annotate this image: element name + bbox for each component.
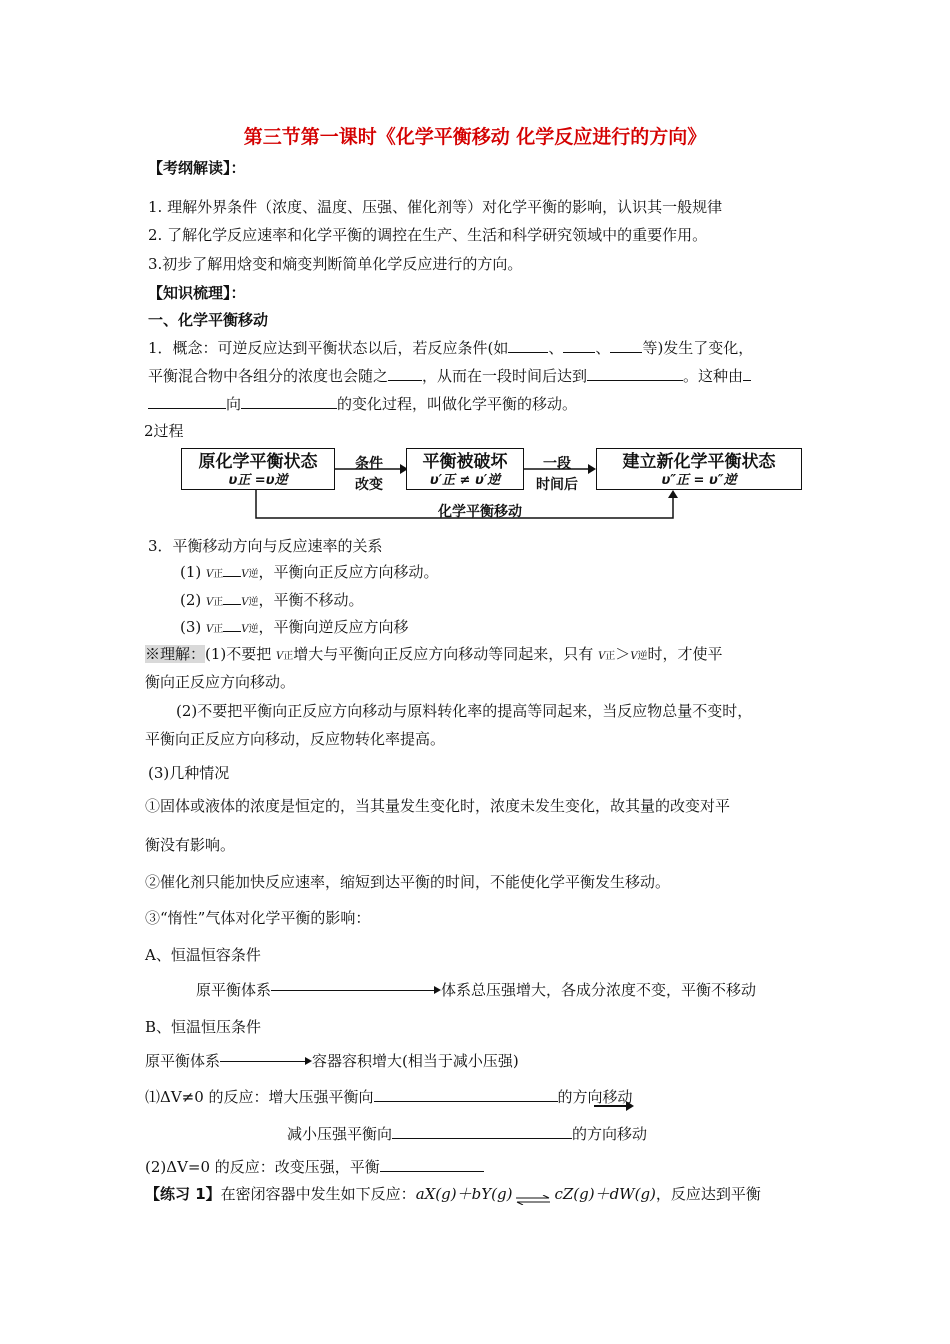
- box-rate-relation: υ正 =υ逆: [228, 473, 288, 488]
- delta-v-line-1: [145, 1087, 633, 1107]
- separator: 、: [595, 339, 611, 357]
- fill-blank[interactable]: [223, 617, 241, 632]
- v-symbol: V: [206, 597, 214, 608]
- v-symbol: V: [598, 651, 606, 662]
- relation-result: ，平衡向正反应方向移动。: [258, 563, 439, 581]
- box-rate-relation: υ″正 = υ″逆: [661, 473, 737, 488]
- equation-right: cZ(g)＋dW(g): [554, 1185, 656, 1203]
- exercise-1: [145, 1184, 761, 1204]
- v-symbol: V: [241, 597, 249, 608]
- box-title: 建立新化学平衡状态: [622, 452, 776, 472]
- relation-result: ，平衡不移动。: [258, 591, 364, 609]
- detail-text: 的方向移动: [572, 1125, 648, 1143]
- long-arrow: [220, 1061, 306, 1063]
- bottom-arrow-label: 化学平衡移动: [438, 504, 522, 520]
- case-2: ②催化剂只能加快反应速率，缩短到达平衡的时间，不能使化学平衡发生移动。: [145, 873, 671, 891]
- concept-text: ，从而在一段时间后达到: [422, 367, 588, 385]
- understanding-label: ※理解：: [145, 645, 206, 663]
- detail-text: (2)ΔV=0 的反应：改变压强，平衡: [145, 1158, 380, 1176]
- delta-v-line-3: [145, 1157, 484, 1177]
- fill-blank[interactable]: [392, 1124, 572, 1139]
- relation-number: (2): [180, 591, 202, 609]
- new-equilibrium-box: [596, 448, 802, 490]
- exercise-text: 在密闭容器中发生如下反应：: [220, 1185, 416, 1203]
- exam-point-1: 1. 理解外界条件（浓度、温度、压强、催化剂等）对化学平衡的影响，认识其一般规律: [148, 198, 723, 216]
- detail-text: 容器容积增大(相当于减小压强): [312, 1052, 519, 1070]
- relation-2: [180, 590, 364, 613]
- exam-point-2: 2. 了解化学反应速率和化学平衡的调控在生产、生活和科学研究领域中的重要作用。: [148, 226, 708, 244]
- v-symbol: V: [241, 624, 249, 635]
- fill-blank[interactable]: [380, 1157, 484, 1172]
- v-forward-sub: 正: [213, 569, 224, 580]
- understanding-2: (2)不要把平衡向正反应方向移动与原料转化率的提高等同起来，当反应物总量不变时，: [176, 702, 753, 720]
- v-symbol: V: [276, 651, 284, 662]
- relation-number: (3): [180, 618, 202, 636]
- arrow-head: [305, 1057, 312, 1065]
- fill-blank[interactable]: [223, 562, 241, 577]
- arrow-label-condition: 条件: [355, 456, 383, 472]
- v-reverse-sub: 逆: [637, 651, 648, 662]
- v-forward-sub: 正: [213, 624, 224, 635]
- arrow-head: [434, 986, 441, 994]
- v-reverse-sub: 逆: [248, 569, 259, 580]
- arrow-label-period: 一段: [543, 456, 571, 472]
- concept-text: 。这种由: [683, 367, 744, 385]
- v-forward-sub: 正: [283, 651, 294, 662]
- relation-number: (1): [180, 563, 202, 581]
- case-b: B、恒温恒压条件: [145, 1018, 262, 1036]
- case-1-cont: 衡没有影响。: [145, 836, 236, 854]
- understanding-1: [145, 644, 723, 667]
- relation-heading: 3．平衡移动方向与反应速率的关系: [148, 537, 383, 555]
- arrow-label-change: 改变: [355, 477, 383, 493]
- relation-result: ，平衡向逆反应方向移: [258, 618, 409, 636]
- equilibrium-arrow-icon: [516, 1195, 550, 1205]
- box-title: 原化学平衡状态: [198, 452, 318, 472]
- greater-than: ＞: [615, 645, 631, 663]
- case-3: ③“惰性”气体对化学平衡的影响：: [145, 909, 371, 927]
- detail-text: ⑴ΔV≠0 的反应：增大压强平衡向: [145, 1088, 374, 1106]
- delta-v-line-2: [287, 1124, 647, 1144]
- equilibrium-broken-box: [406, 448, 524, 490]
- original-equilibrium-box: [181, 448, 335, 490]
- understanding-2-cont: 平衡向正反应方向移动，反应物转化率提高。: [145, 730, 446, 748]
- case-b-detail: [145, 1051, 519, 1071]
- understanding-text: 增大与平衡向正反应方向移动等同起来，只有: [293, 645, 599, 663]
- v-symbol: V: [241, 569, 249, 580]
- v-forward-sub: 正: [213, 597, 224, 608]
- cases-heading: (3)几种情况: [148, 764, 230, 782]
- detail-text: 原平衡体系: [145, 1052, 221, 1070]
- case-1: ①固体或液体的浓度是恒定的，当其量发生变化时，浓度未发生变化，故其量的改变对平: [145, 797, 731, 815]
- concept-text: 的变化过程，叫做化学平衡的移动。: [337, 395, 578, 413]
- exam-outline-header: 【考纲解读】：: [148, 159, 246, 177]
- fill-blank[interactable]: [374, 1087, 558, 1102]
- exercise-text: ，反应达到平衡: [655, 1185, 761, 1203]
- long-arrow: [271, 990, 435, 992]
- v-symbol: V: [206, 624, 214, 635]
- process-label: 2过程: [144, 422, 184, 440]
- relation-3: [180, 617, 409, 640]
- box-rate-relation: υ′正 ≠ υ′逆: [429, 473, 501, 488]
- understanding-text: 时，才使平: [647, 645, 723, 663]
- v-reverse-sub: 逆: [248, 624, 259, 635]
- relation-1: [180, 562, 439, 585]
- detail-text: 体系总压强增大，各成分浓度不变，平衡不移动: [441, 981, 757, 999]
- concept-text: 1．概念：可逆反应达到平衡状态以后，若反应条件(如: [148, 339, 509, 357]
- v-reverse-sub: 逆: [248, 597, 259, 608]
- v-symbol: V: [206, 569, 214, 580]
- detail-text: 原平衡体系: [196, 981, 272, 999]
- exercise-label: 【练习 1】: [145, 1185, 221, 1203]
- equation-left: aX(g)＋bY(g): [415, 1185, 513, 1203]
- case-a-detail: [196, 980, 756, 1000]
- v-symbol: V: [630, 651, 638, 662]
- arrow-label-after: 时间后: [536, 477, 578, 493]
- case-a: A、恒温恒容条件: [145, 946, 261, 964]
- fill-blank[interactable]: [223, 590, 241, 605]
- exam-point-3: 3.初步了解用焓变和熵变判断简单化学反应进行的方向。: [148, 255, 523, 273]
- concept-text: 向: [226, 395, 242, 413]
- section1-heading: 一、化学平衡移动: [148, 311, 269, 329]
- equilibrium-arrow: [516, 1190, 550, 1200]
- page-title: 第三节第一课时《化学平衡移动 化学反应进行的方向》: [243, 126, 707, 148]
- understanding-text: (1)不要把: [205, 645, 277, 663]
- detail-text: 的方向移动: [557, 1088, 633, 1106]
- separator: 、: [548, 339, 564, 357]
- concept-text: 等)发生了变化，: [642, 339, 754, 357]
- box-title: 平衡被破坏: [422, 452, 508, 472]
- concept-text: 平衡混合物中各组分的浓度也会随之: [148, 367, 389, 385]
- knowledge-header: 【知识梳理】：: [148, 284, 246, 302]
- v-forward-sub: 正: [605, 651, 616, 662]
- detail-text: 减小压强平衡向: [287, 1125, 393, 1143]
- understanding-1-cont: 衡向正反应方向移动。: [145, 673, 296, 691]
